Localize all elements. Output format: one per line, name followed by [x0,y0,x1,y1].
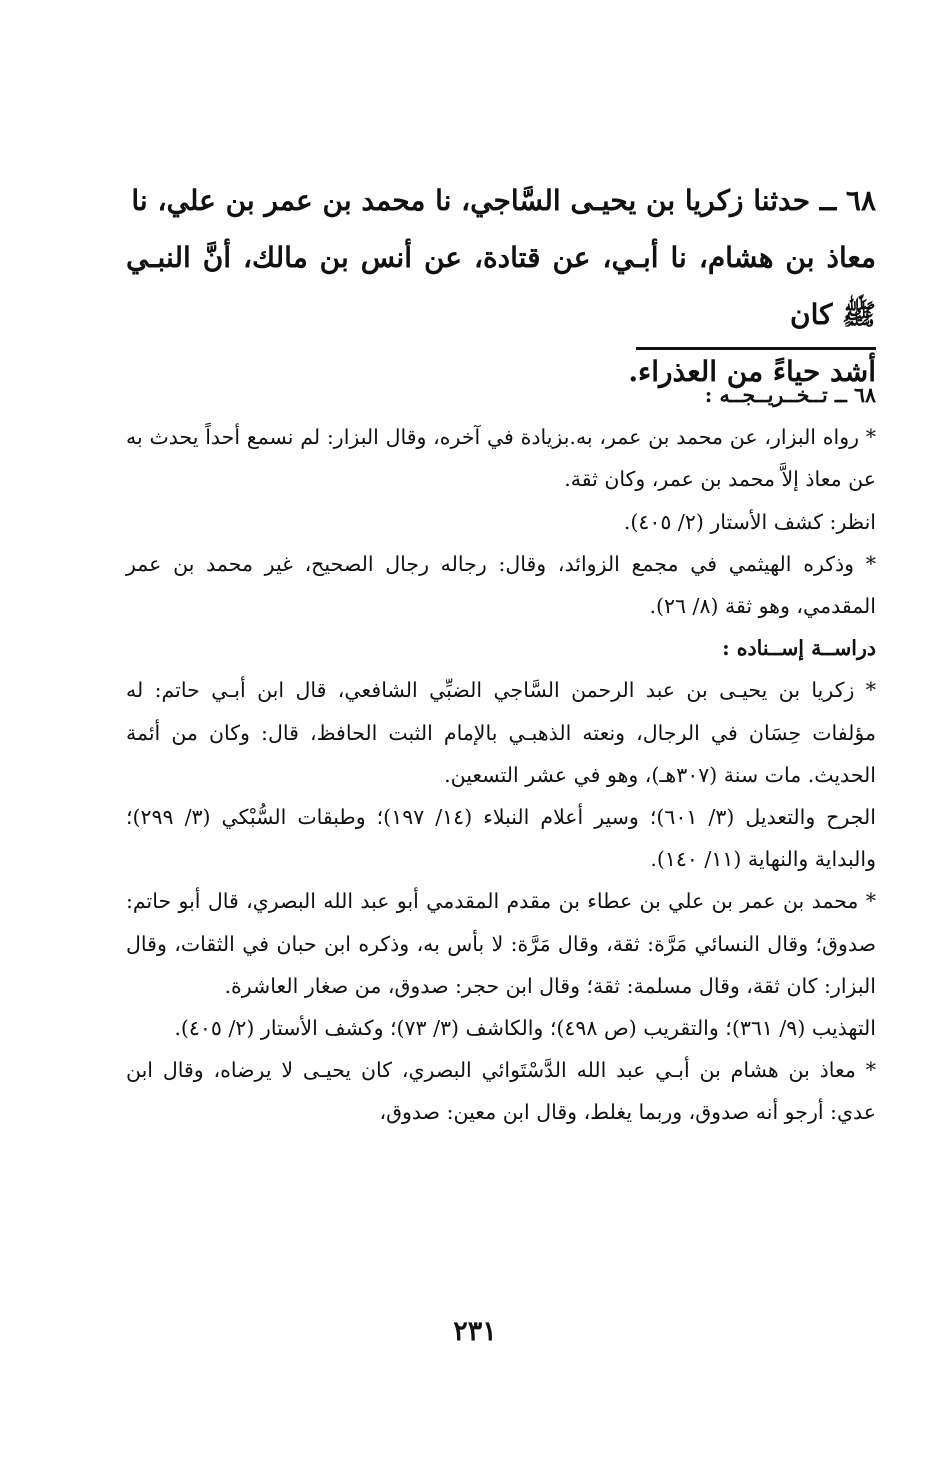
footnote-paragraph: الجرح والتعديل (٣/ ٦٠١)؛ وسير أعلام النبلاء (١٤/ ١٩٧)؛ وطبقات السُّبْكي (٣/ ٢٩٩)؛ والبداية والنهاية (١١/ ١٤٠). [126,805,876,872]
hadith-line: أشد حياءً من العذراء. [628,355,876,388]
takhrij-heading: ٦٨ ــ تــخــريــجــه : [704,383,876,407]
hadith-line: ٦٨ ــ حدثنا زكريا بن يحيـى السَّاجي، نا محمد بن عمر بن علي، نا [131,184,876,217]
footnote-paragraph: * وذكره الهيثمي في مجمع الزوائد، وقال: رجاله رجال الصحيح، غير محمد بن عمر المقدمي، وهو ثقة (٨/ ٢٦). [126,551,876,619]
footnote-paragraph: * زكريا بن يحيـى بن عبد الرحمن السَّاجي الضبِّي الشافعي، قال ابن أبـي حاتم: له مؤلفات حِسَان في الرجال، ونعته الذهبـي بالإمام الثبت الحافظ، قال: وكان من أئمة الحديث. مات سنة (٣٠٧هـ)، وهو في عشر التسعين. [126,678,876,787]
footnote-divider [636,347,876,350]
footnote-paragraph: انظر: كشف الأستار (٢/ ٤٠٥). [623,509,876,534]
hadith-paragraph [126,172,876,400]
isnad-study-heading: دراســة إســناده : [722,636,876,661]
footnotes-section [126,374,876,1134]
hadith-line: معاذ بن هشام، نا أبـي، عن قتادة، عن أنس بن مالك، أنَّ النبـي ﷺ كان [126,241,876,331]
footnote-paragraph: * محمد بن عمر بن علي بن عطاء بن مقدم المقدمي أبو عبد الله البصري، قال أبو حاتم: صدوق؛ وقال النسائي مَرَّة: ثقة، وقال مَرَّة: لا بأس به، وذكره ابن حبان في الثقات، وقال البزار: كان ثقة، وقال مسلمة: ثقة؛ وقال ابن حجر: صدوق، من صغار العاشرة. [126,889,876,998]
footnote-paragraph: * رواه البزار، عن محمد بن عمر، به.بزيادة في آخره، وقال البزار: لم نسمع أحداً يحدث به عن معاذ إلاَّ محمد بن عمر، وكان ثقة. [126,425,876,492]
footnote-paragraph: التهذيب (٩/ ٣٦١)؛ والتقريب (ص ٤٩٨)؛ والكاشف (٣/ ٧٣)؛ وكشف الأستار (٢/ ٤٠٥). [174,1016,876,1041]
footnote-paragraph: * معاذ بن هشام بن أبـي عبد الله الدَّسْتَوائي البصري، كان يحيـى لا يرضاه، وقال ابن عدي: أرجو أنه صدوق، وربما يغلط، وقال ابن معين: صدوق، [126,1058,876,1125]
page-number: ٢٣١ [453,1316,497,1347]
hadith-text [126,172,876,400]
